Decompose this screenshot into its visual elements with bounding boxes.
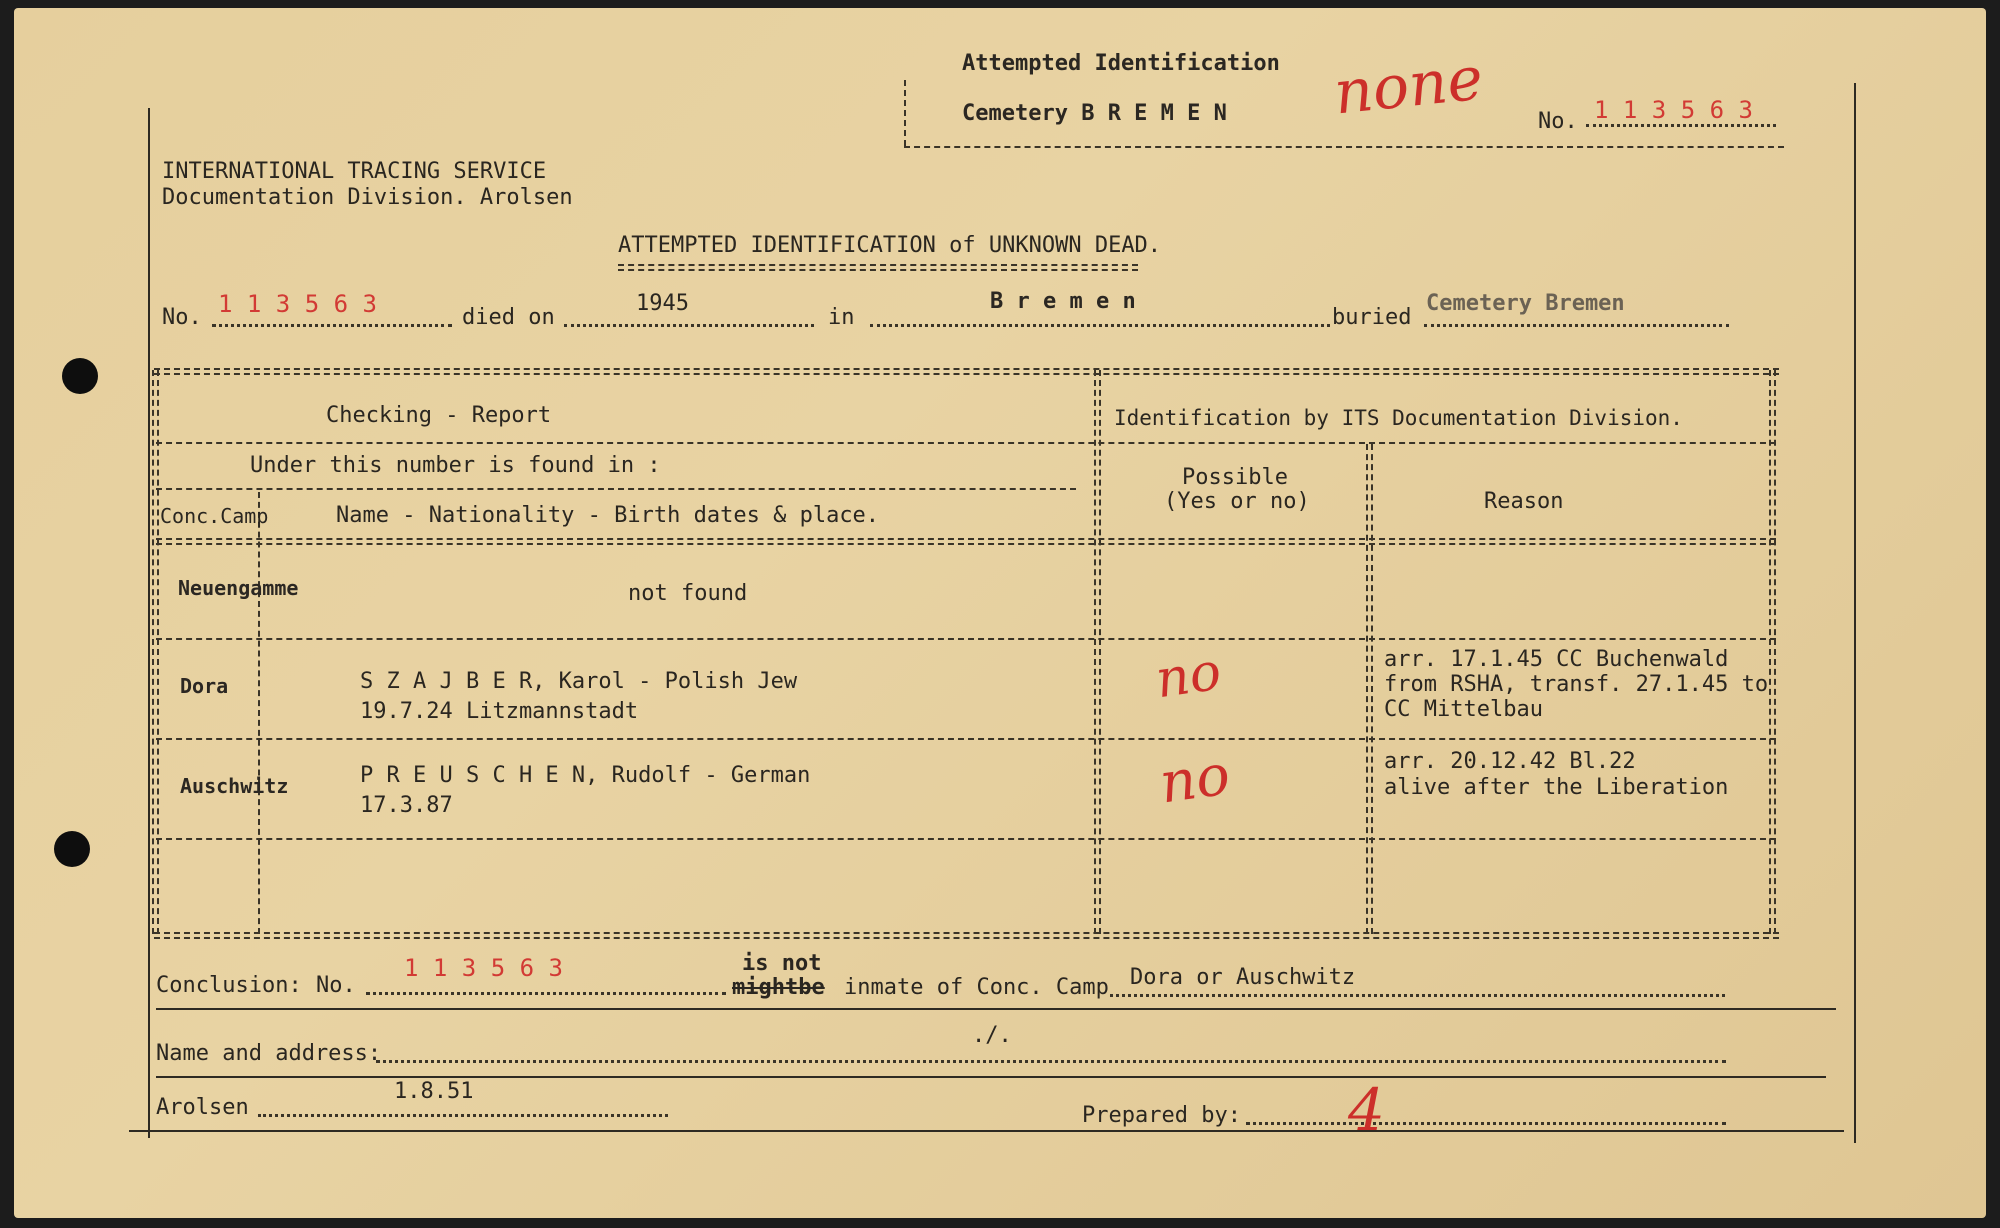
row1-camp: Neuengamme (178, 576, 299, 600)
checking-report: Checking - Report (326, 403, 552, 428)
row2-possible: no (1152, 641, 1225, 711)
name-address-value: ./. (972, 1023, 1012, 1048)
index-card (14, 8, 1986, 1218)
table-header-bottom (156, 538, 1776, 545)
date-value: 1.8.51 (394, 1079, 474, 1104)
arolsen-dots (258, 1114, 668, 1117)
row2-reason-3: CC Mittelbau (1384, 697, 1543, 722)
right-border (1854, 83, 1856, 1143)
name-address-label: Name and address: (156, 1041, 382, 1066)
row3-camp: Auschwitz (180, 774, 289, 798)
stamp-underline (904, 146, 1784, 148)
conclusion-no-value: 1 1 3 5 6 3 (404, 954, 563, 982)
row2-bottom (156, 738, 1776, 740)
conclusion-camp-dots (1110, 994, 1725, 997)
conclusion-no-label: No. (316, 973, 356, 998)
buried-dots (1424, 324, 1729, 327)
no-dots (212, 324, 452, 327)
died-dots (564, 324, 814, 327)
table-line-1 (156, 442, 1776, 444)
stamp-cemetery: Cemetery B R E M E N (962, 101, 1227, 126)
table-left-border (152, 370, 159, 934)
stamp-no-label: No. (1538, 109, 1578, 134)
in-value: B r e m e n (990, 289, 1136, 314)
title-underline (618, 264, 1138, 271)
left-border (148, 108, 150, 1138)
in-dots (870, 324, 1330, 327)
row2-camp: Dora (180, 674, 229, 698)
row3-name-line2: 17.3.87 (360, 793, 453, 818)
buried-label: buried (1332, 305, 1412, 330)
table-bottom-border (154, 932, 1779, 939)
row2-reason-2: from RSHA, transf. 27.1.45 to (1384, 672, 1769, 697)
document-title: ATTEMPTED IDENTIFICATION of UNKNOWN DEAD. (618, 233, 1162, 258)
died-value: 1945 (636, 291, 689, 316)
name-address-rule (156, 1076, 1826, 1078)
conclusion-camp-value: Dora or Auschwitz (1130, 965, 1356, 990)
no-label: No. (162, 305, 202, 330)
stamp-no-value: 1 1 3 5 6 3 (1594, 96, 1753, 124)
table-divider-camp (258, 492, 260, 934)
stamp-left-bracket (904, 80, 906, 146)
conclusion-is-not: is not (742, 951, 822, 976)
row2-name-line1: S Z A J B E R, Karol - Polish Jew (360, 669, 798, 694)
prepared-label: Prepared by: (1082, 1103, 1241, 1128)
row1-bottom (156, 638, 1776, 640)
name-address-dots (376, 1060, 1726, 1063)
bottom-border (129, 1130, 1844, 1132)
punch-hole-top (62, 358, 98, 394)
identification-header: Identification by ITS Documentation Division. (1114, 406, 1683, 430)
row3-reason-2: alive after the Liberation (1384, 775, 1729, 800)
conclusion-might-be: mightbe (732, 975, 825, 1000)
stamp-no-dots (1586, 124, 1776, 127)
col-camp: Conc.Camp (160, 504, 269, 528)
in-label: in (828, 305, 855, 330)
conclusion-no-dots (366, 992, 726, 995)
col-name: Name - Nationality - Birth dates & place. (336, 503, 880, 528)
under-number-text: Under this number is found in : (250, 453, 661, 478)
row3-name-line1: P R E U S C H E N, Rudolf - German (360, 763, 811, 788)
stamp-title: Attempted Identification (962, 51, 1280, 76)
row3-reason-1: arr. 20.12.42 Bl.22 (1384, 749, 1636, 774)
buried-value: Cemetery Bremen (1426, 291, 1625, 316)
punch-hole-bottom (54, 831, 90, 867)
conclusion-inmate-text: inmate of Conc. Camp (844, 975, 1109, 1000)
no-value: 1 1 3 5 6 3 (218, 290, 377, 318)
prepared-initial: 4 (1348, 1076, 1385, 1144)
org-line2: Documentation Division. Arolsen (162, 185, 573, 210)
row1-name: not found (628, 581, 748, 606)
col-possible-2: (Yes or no) (1164, 489, 1310, 514)
conclusion-label: Conclusion: (156, 973, 302, 998)
table-right-border (1769, 370, 1776, 934)
handwritten-none: none (1330, 43, 1487, 129)
row2-reason-1: arr. 17.1.45 CC Buchenwald (1384, 647, 1729, 672)
org-line1: INTERNATIONAL TRACING SERVICE (162, 159, 547, 184)
arolsen-label: Arolsen (156, 1095, 249, 1120)
row3-bottom (156, 838, 1776, 840)
table-line-2 (156, 488, 1076, 490)
row2-name-line2: 19.7.24 Litzmannstadt (360, 699, 639, 724)
col-possible-1: Possible (1182, 465, 1288, 490)
table-top-border (154, 368, 1779, 375)
table-divider-main (1094, 370, 1101, 934)
conclusion-rule (156, 1008, 1836, 1010)
prepared-dots (1246, 1122, 1726, 1125)
table-divider-reason (1366, 444, 1373, 934)
col-reason: Reason (1484, 489, 1564, 514)
died-label: died on (462, 305, 555, 330)
row3-possible: no (1155, 742, 1234, 817)
